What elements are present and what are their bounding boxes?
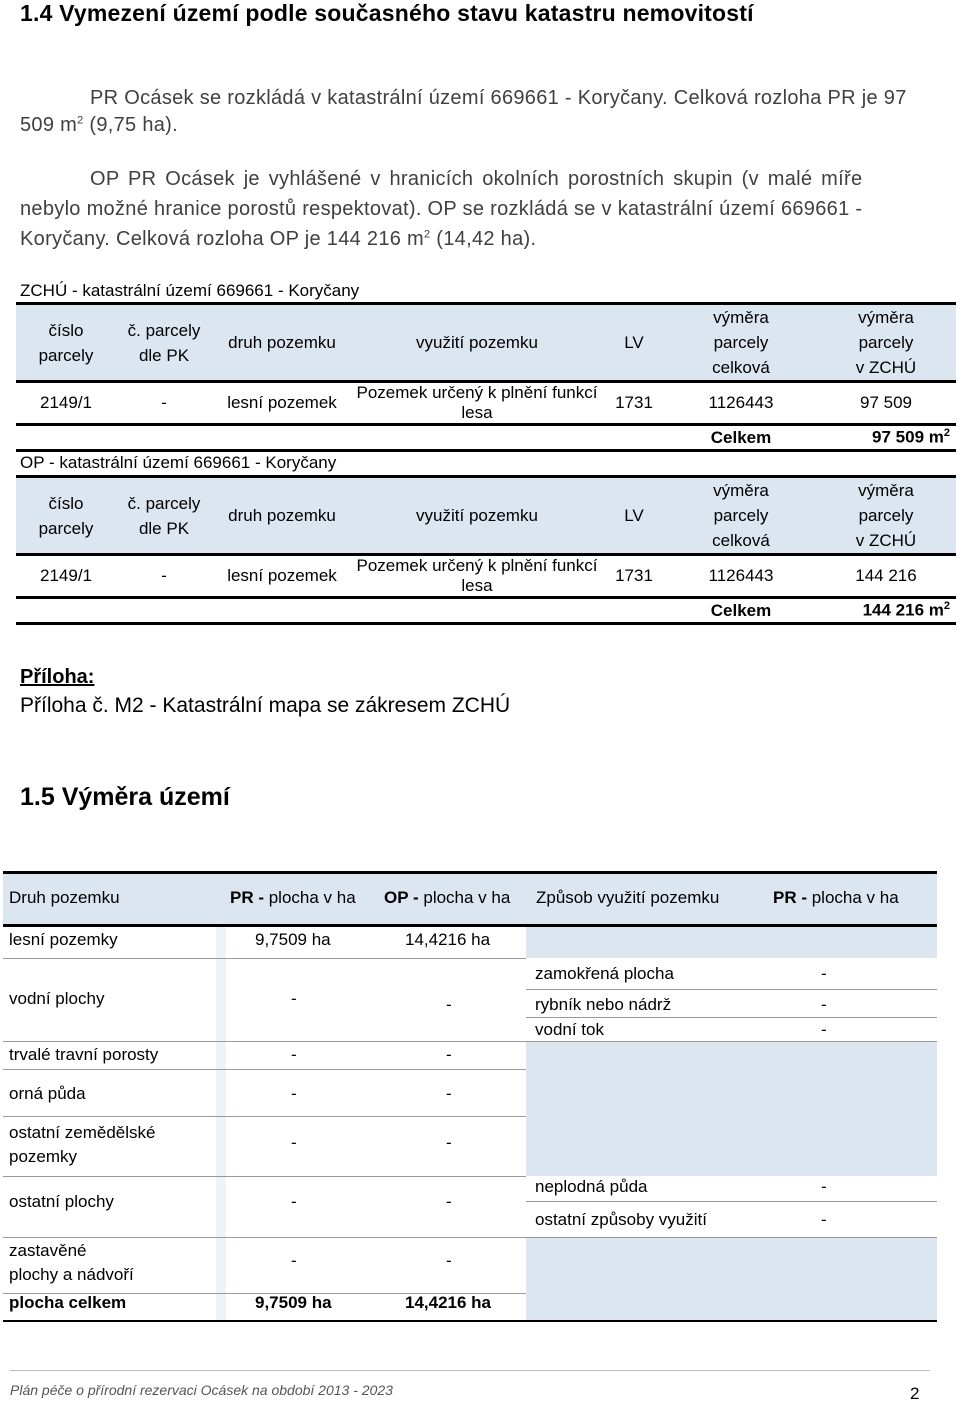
col-parcel-number <box>16 304 116 382</box>
use-barren-label: neplodná půda <box>535 1177 648 1196</box>
header-text: výměra <box>713 481 769 500</box>
table-row <box>16 382 956 425</box>
label-line: ostatní zemědělské <box>9 1123 156 1142</box>
paragraph-2-line-3 <box>20 228 536 251</box>
op-table-caption: OP - katastrální území 669661 - Koryčany <box>20 453 337 472</box>
table-cell: - <box>161 393 167 412</box>
header-text: č. parcely <box>127 493 201 513</box>
header-text: číslo <box>48 320 84 340</box>
table-cell: Pozemek určený k plnění funkcí lesa <box>356 556 598 595</box>
header-pr-area-use <box>773 888 899 908</box>
row-total-op: 14,4216 ha <box>405 1293 492 1312</box>
superscript: 2 <box>77 114 84 127</box>
row-water-label: vodní plochy <box>9 989 105 1008</box>
table-cell: 1126443 <box>708 393 774 412</box>
header-text: parcely <box>858 333 914 352</box>
shade-use-block-2 <box>526 1041 937 1176</box>
shade-use-block-1 <box>526 927 937 958</box>
header-text: parcely <box>38 345 94 365</box>
shade-use-block-3 <box>526 1237 937 1320</box>
superscript: 2 <box>424 228 431 241</box>
attachment-title: Příloha: <box>20 666 95 688</box>
header-text: výměra <box>858 308 914 327</box>
row-water-op: - <box>446 995 452 1014</box>
row-grassland-op: - <box>446 1045 452 1064</box>
header-pr-area <box>230 888 356 908</box>
col-lv: LV <box>602 304 666 382</box>
use-pond-value: - <box>821 995 827 1014</box>
total-value <box>816 598 956 624</box>
row-arable-label: orná půda <box>9 1084 86 1103</box>
row-other-agri-op: - <box>446 1133 452 1152</box>
table-cell: lesní pozemek <box>227 393 337 412</box>
row-separator <box>3 1069 526 1070</box>
row-arable-pr: - <box>291 1084 297 1103</box>
table-cell: Pozemek určený k plnění funkcí lesa <box>356 383 598 422</box>
header-bold: OP - <box>384 888 419 907</box>
label-line: pozemky <box>9 1147 78 1166</box>
row-total-label: plocha celkem <box>9 1293 127 1312</box>
table-header-row <box>16 477 956 555</box>
page-number: 2 <box>910 1384 920 1403</box>
paragraph-2-line-2: nebylo možné hranice porostů respektovat). OP se rozkládá se v katastrální území 669661 - <box>20 198 863 220</box>
table-total-row <box>16 598 956 624</box>
use-separator <box>526 1041 937 1042</box>
row-separator <box>3 1116 526 1117</box>
row-other-areas-label: ostatní plochy <box>9 1192 114 1211</box>
row-built-pr: - <box>291 1251 297 1270</box>
row-other-agri-label <box>9 1121 155 1169</box>
col-area-zchu <box>816 304 956 382</box>
row-other-agri-pr: - <box>291 1133 297 1152</box>
row-other-areas-op: - <box>446 1192 452 1211</box>
total-label: Celkem <box>666 425 816 451</box>
row-forest-label: lesní pozemky <box>9 930 118 949</box>
row-built-op: - <box>446 1251 452 1270</box>
area-value: Koryčany. Celková rozloha OP je 144 216 m <box>20 228 424 250</box>
table-cell: 97 509 <box>860 393 912 412</box>
row-water-pr: - <box>291 989 297 1008</box>
use-separator <box>526 1237 937 1238</box>
use-wetland-value: - <box>821 964 827 983</box>
header-text: v ZCHÚ <box>855 358 917 377</box>
row-other-areas-pr: - <box>291 1192 297 1211</box>
row-forest-pr: 9,7509 ha <box>255 930 331 949</box>
col-area-total <box>666 477 816 555</box>
use-separator <box>526 1017 937 1018</box>
area-ha: (9,75 ha). <box>83 114 178 136</box>
header-text: celková <box>712 358 770 377</box>
row-grassland-pr: - <box>291 1045 297 1064</box>
row-separator <box>3 1041 526 1042</box>
label-line: zastavěné <box>9 1241 87 1260</box>
section-heading-1-5: 1.5 Výměra území <box>20 783 230 811</box>
total-number: 144 216 m <box>862 600 944 620</box>
use-separator <box>526 1201 937 1202</box>
header-text: parcely <box>713 506 769 525</box>
col-lv: LV <box>602 477 666 555</box>
use-stream-label: vodní tok <box>535 1020 604 1039</box>
paragraph-1-line-2 <box>20 114 178 137</box>
header-text: plocha v ha <box>418 888 511 907</box>
top-border <box>3 871 937 874</box>
table-row <box>16 555 956 598</box>
col-pk-parcel <box>116 304 212 382</box>
shade-strip-2 <box>216 958 226 1320</box>
header-text: plocha v ha <box>807 888 899 907</box>
header-text: výměra <box>858 481 914 500</box>
table-cell: 2149/1 <box>40 566 92 585</box>
total-value <box>816 425 956 451</box>
header-land-type: Druh pozemku <box>9 888 120 907</box>
section-heading-1-4: 1.4 Vymezení území podle současného stavu katastru nemovitostí <box>20 0 754 26</box>
col-land-type: druh pozemku <box>212 477 352 555</box>
zchu-table-caption: ZCHÚ - katastrální území 669661 - Koryčany <box>20 281 360 300</box>
superscript: 2 <box>943 600 950 613</box>
col-land-type: druh pozemku <box>212 304 352 382</box>
zchu-parcel-table <box>16 302 956 452</box>
table-cell: 2149/1 <box>40 393 92 412</box>
header-text: č. parcely <box>127 320 201 340</box>
row-grassland-label: trvalé travní porosty <box>9 1045 159 1064</box>
area-value: 509 m <box>20 114 78 136</box>
header-bold: PR - <box>773 888 807 907</box>
col-land-use: využití pozemku <box>352 477 602 555</box>
table-cell: 1731 <box>615 566 653 585</box>
row-separator <box>3 958 526 959</box>
row-separator <box>3 1176 526 1177</box>
label-line: plochy a nádvoří <box>9 1265 134 1284</box>
use-pond-label: rybník nebo nádrž <box>535 995 672 1014</box>
use-other-label: ostatní způsoby využití <box>535 1210 707 1229</box>
header-text: v ZCHÚ <box>855 531 917 550</box>
footer-divider <box>10 1370 930 1371</box>
table-cell: lesní pozemek <box>227 566 337 585</box>
header-text: parcely <box>858 506 914 525</box>
row-arable-op: - <box>446 1084 452 1103</box>
col-area-zchu <box>816 477 956 555</box>
superscript: 2 <box>943 427 950 440</box>
header-text: celková <box>712 531 770 550</box>
use-barren-value: - <box>821 1177 827 1196</box>
footer-text: Plán péče o přírodní rezervaci Ocásek na období 2013 - 2023 <box>10 1382 393 1398</box>
col-pk-parcel <box>116 477 212 555</box>
bottom-border <box>3 1320 937 1322</box>
header-text: parcely <box>38 518 94 538</box>
attachment-item: Příloha č. M2 - Katastrální mapa se zákresem ZCHÚ <box>20 694 511 717</box>
header-text: dle PK <box>138 518 190 538</box>
total-label: Celkem <box>666 598 816 624</box>
total-number: 97 509 m <box>872 427 944 447</box>
row-built-label <box>9 1239 134 1287</box>
header-bold: PR - <box>230 888 264 907</box>
header-text: dle PK <box>138 345 190 365</box>
header-text: parcely <box>713 333 769 352</box>
table-cell: 1731 <box>615 393 653 412</box>
header-op-area <box>384 888 510 908</box>
use-stream-value: - <box>821 1020 827 1039</box>
use-other-value: - <box>821 1210 827 1229</box>
op-parcel-table <box>16 475 956 625</box>
table-cell: - <box>161 566 167 585</box>
header-text: plocha v ha <box>264 888 356 907</box>
row-forest-op: 14,4216 ha <box>405 930 491 949</box>
header-text: výměra <box>713 308 769 327</box>
table-cell: 144 216 <box>855 566 917 585</box>
use-wetland-label: zamokřená plocha <box>535 964 674 983</box>
header-use-type: Způsob využití pozemku <box>536 888 720 907</box>
area-table <box>3 871 937 1323</box>
col-land-use: využití pozemku <box>352 304 602 382</box>
table-header-row <box>16 304 956 382</box>
row-separator <box>3 1237 526 1238</box>
table-total-row <box>16 425 956 451</box>
paragraph-2-line-1: OP PR Ocásek je vyhlášené v hranicích okolních porostních skupin (v malé míře <box>90 168 863 190</box>
paragraph-1-line-1: PR Ocásek se rozkládá v katastrální území 669661 - Koryčany. Celková rozloha PR je 97 <box>90 87 907 109</box>
col-area-total <box>666 304 816 382</box>
row-total-pr: 9,7509 ha <box>255 1293 332 1312</box>
col-parcel-number <box>16 477 116 555</box>
use-separator <box>526 989 937 990</box>
header-text: číslo <box>48 493 84 513</box>
table-cell: 1126443 <box>708 566 774 585</box>
area-ha: (14,42 ha). <box>430 228 537 250</box>
